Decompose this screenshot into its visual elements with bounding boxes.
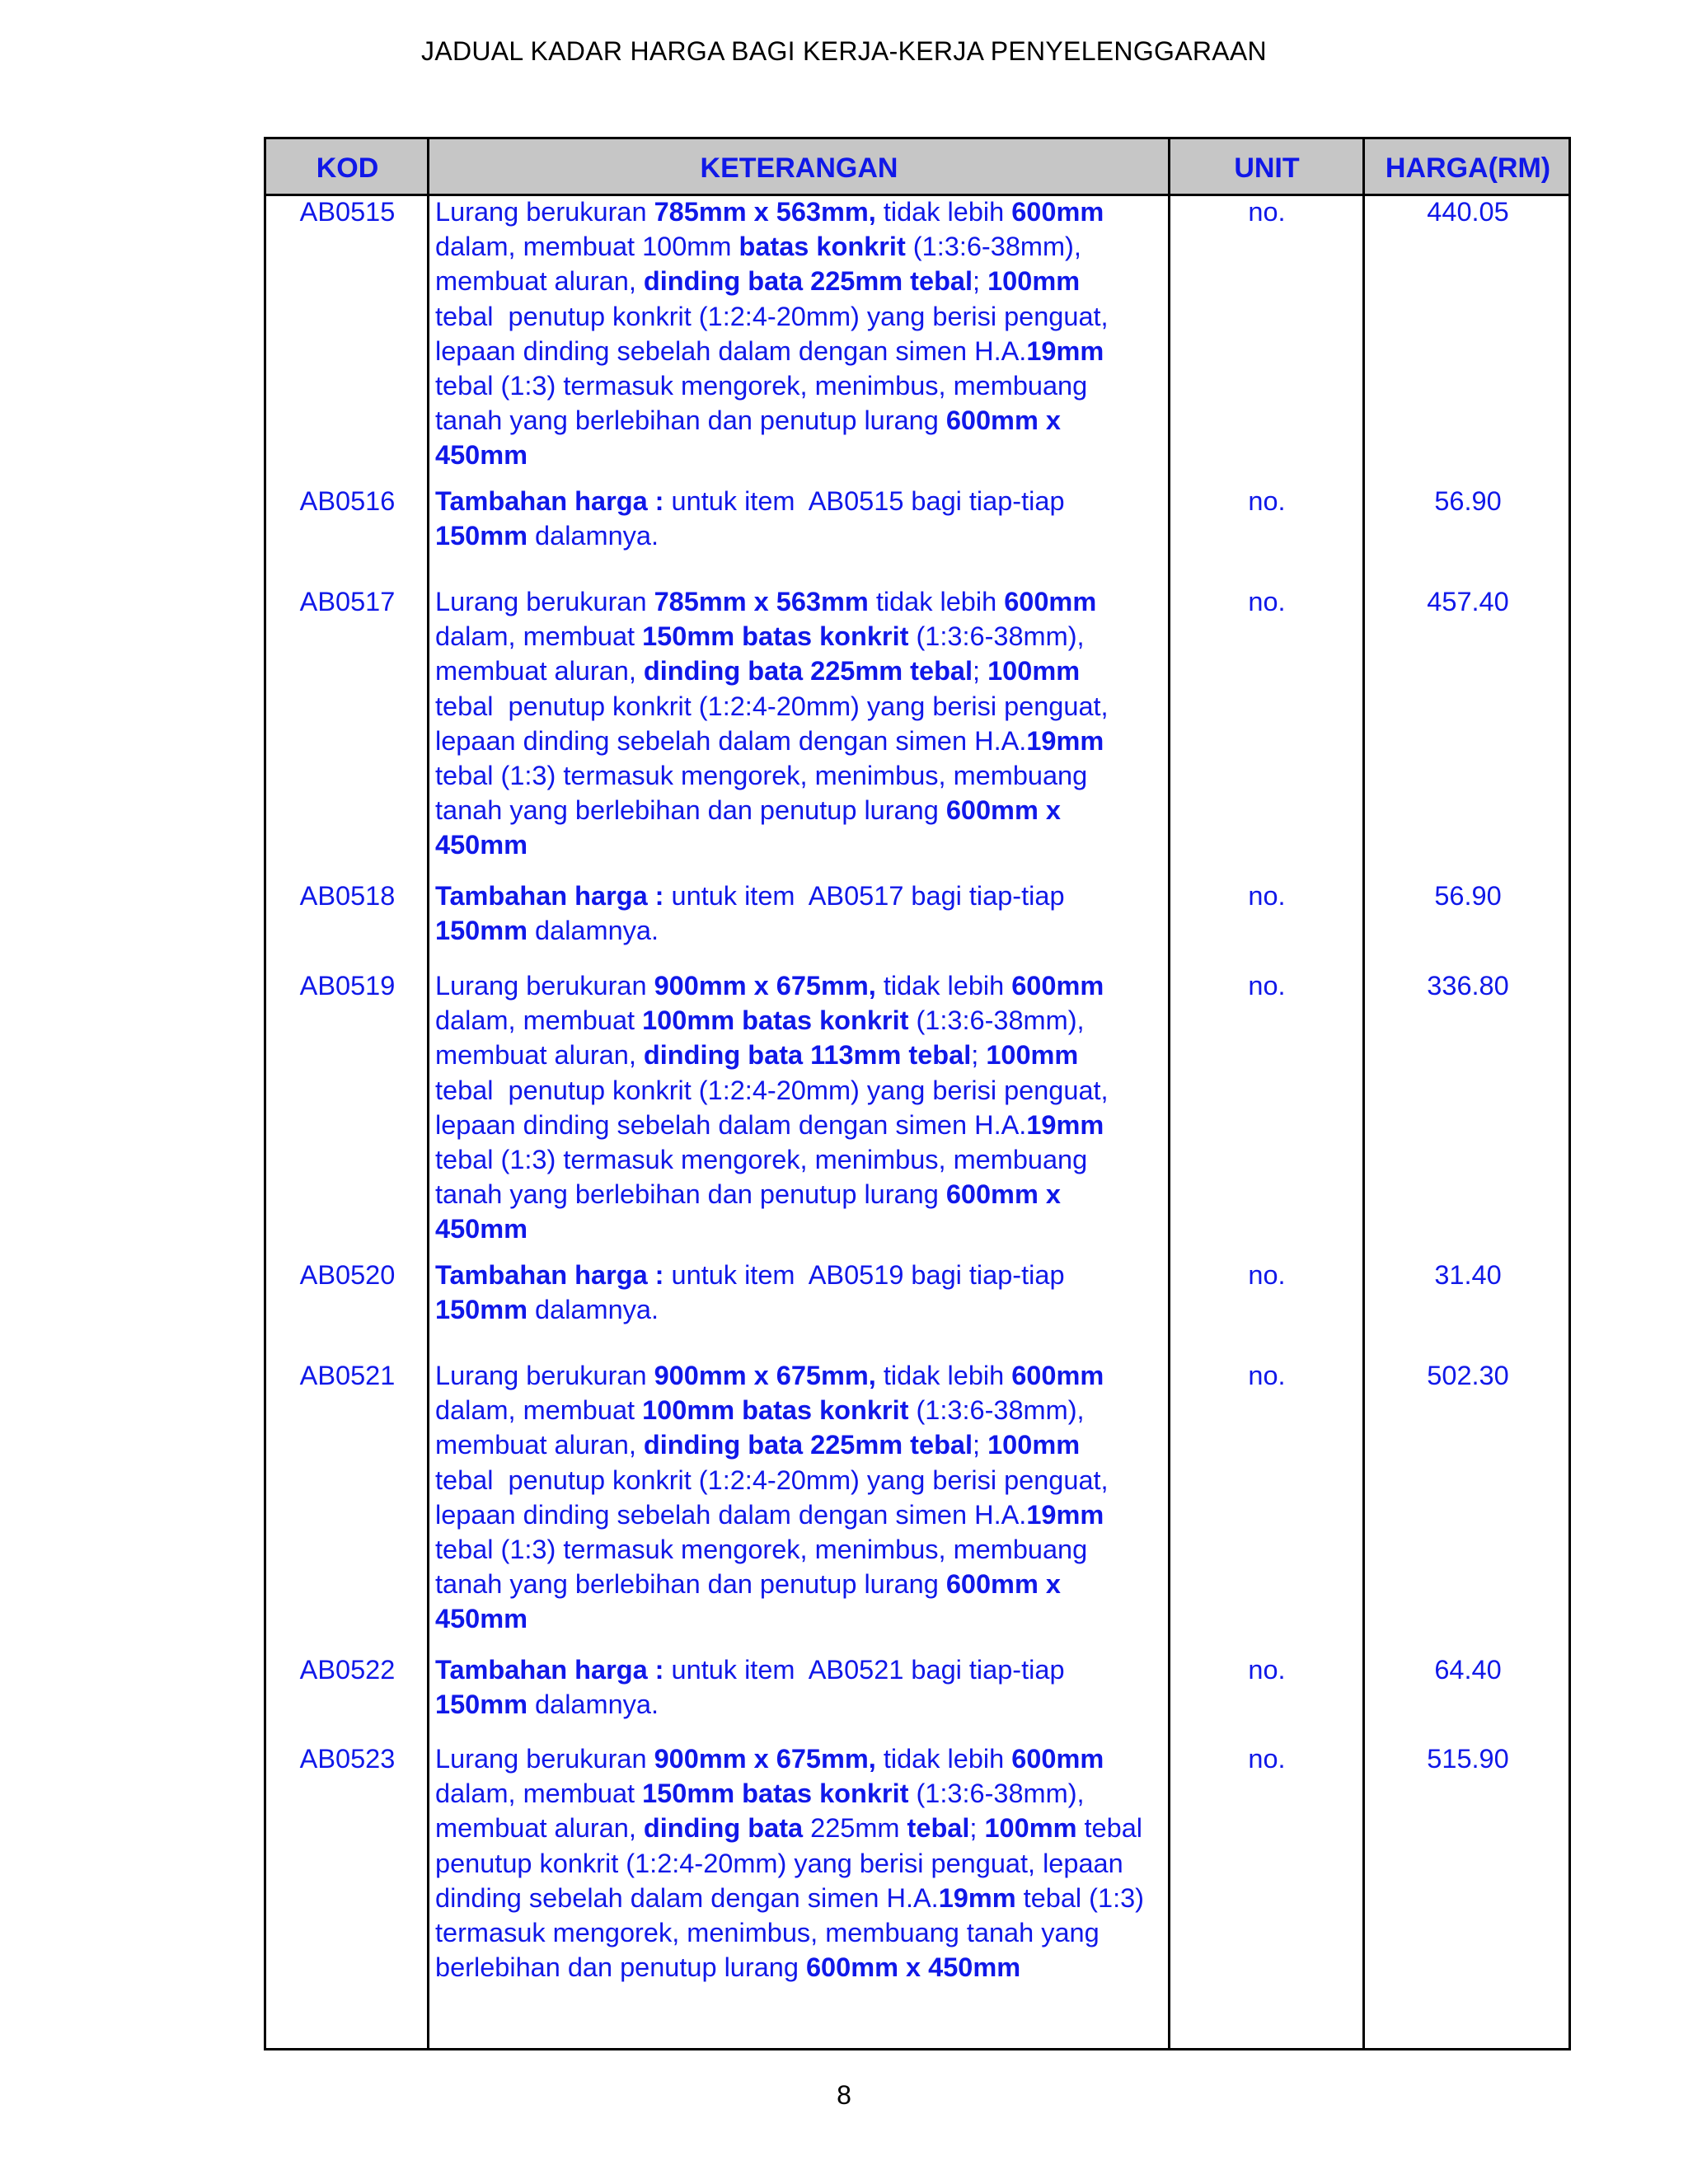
item-price: 440.05 [1427,197,1509,227]
text: dalam, membuat [435,1779,643,1809]
description-line [435,793,1169,827]
item-description [435,968,1169,1247]
description-line [435,1881,1169,1915]
description-line [435,584,1169,619]
bold-text: 19mm [1026,335,1104,366]
header-harga: HARGA(RM) [1385,152,1551,184]
bold-text: 100mm [987,266,1081,297]
description-line [435,1601,1169,1636]
header-kod: KOD [316,152,379,184]
item-code: AB0516 [299,486,396,516]
text: untuk item AB0521 bagi tiap-tiap [663,1655,1065,1685]
text: tidak lebih [875,1744,1012,1774]
text: ; [971,1040,987,1071]
text: tebal (1:3) termasuk mengorek, menimbus, membuang [435,761,1088,791]
item-code: AB0520 [299,1260,396,1290]
bold-text: 150mm [435,1690,528,1720]
text: Lurang berukuran [435,971,654,1001]
description-line [435,724,1169,758]
bold-text: dinding bata 225mm tebal [643,266,973,297]
header-keterangan: KETERANGAN [700,152,898,184]
text: tanah yang berlebihan dan penutup lurang [435,405,946,436]
item-code: AB0515 [299,197,396,227]
item-unit: no. [1248,197,1286,227]
header-unit: UNIT [1234,152,1300,184]
description-line [435,1258,1169,1292]
description-line [435,229,1169,264]
description-line [435,264,1169,298]
item-description [435,1652,1169,1722]
page-title: JADUAL KADAR HARGA BAGI KERJA-KERJA PENYELENGGARAAN [421,36,1267,66]
description-line [435,518,1169,553]
text: ; [973,266,988,297]
bold-text: Tambahan harga : [435,486,664,516]
text: tebal penutup konkrit (1:2:4-20mm) yang berisi penguat, [435,1465,1109,1495]
description-line [435,1393,1169,1427]
item-code: AB0518 [299,881,396,911]
description-line [435,758,1169,793]
description-line [435,913,1169,948]
bold-text: dinding bata 225mm tebal [643,1430,973,1460]
description-line [435,879,1169,913]
item-unit: no. [1248,587,1286,616]
description-line [435,1741,1169,1776]
text: tebal penutup konkrit (1:2:4-20mm) yang berisi penguat, [435,691,1109,721]
text: tebal (1:3) termasuk mengorek, menimbus, membuang [435,1535,1088,1565]
text: Lurang berukuran [435,1361,654,1390]
bold-text: 785mm x 563mm, [654,197,876,227]
bold-text: dinding bata [643,1813,804,1844]
item-code: AB0519 [299,971,396,1001]
text: tebal (1:3) termasuk mengorek, menimbus, membuang [435,1145,1088,1175]
bold-text: 600mm [1004,587,1097,616]
description-line [435,1073,1169,1108]
bold-text: dinding bata 113mm tebal [643,1040,972,1071]
bold-text: 600mm x [945,795,1061,826]
bold-text: 100mm batas konkrit [642,1005,909,1036]
description-line [435,368,1169,403]
description-line [435,299,1169,334]
bold-text: 900mm x 675mm, [654,1744,876,1774]
item-unit: no. [1248,881,1286,911]
price-table [264,137,1571,2050]
bold-text: 150mm batas konkrit [642,1779,909,1809]
description-line [435,1567,1169,1601]
description-line [435,1003,1169,1038]
item-unit: no. [1248,1655,1286,1685]
bold-text: batas konkrit [738,232,906,262]
text: 225mm [803,1813,907,1844]
text: lepaan dinding sebelah dalam dengan simen H.A. [435,1499,1027,1530]
text: dalamnya. [528,916,659,946]
description-line [435,827,1169,862]
text: tebal penutup konkrit (1:2:4-20mm) yang berisi penguat, [435,1075,1109,1105]
description-line [435,1497,1169,1532]
bold-text: 900mm x 675mm, [654,1361,876,1390]
item-unit: no. [1248,1361,1286,1390]
bold-text: 450mm [435,440,528,471]
bold-text: Tambahan harga : [435,1260,664,1290]
description-line [435,1532,1169,1567]
text: dalam, membuat [435,621,643,652]
description-line [435,1811,1169,1845]
description-line [435,484,1169,518]
text: tebal (1:3) [1015,1882,1144,1913]
text: dalamnya. [528,1295,659,1325]
bold-text: 600mm [1011,971,1104,1001]
bold-text: 100mm [987,1430,1081,1460]
text: ; [969,1813,985,1844]
description-line [435,1950,1169,1985]
item-description [435,484,1169,553]
description-line [435,194,1169,229]
text: dalam, membuat [435,1005,643,1036]
text: untuk item AB0517 bagi tiap-tiap [663,881,1065,911]
text: dalam, membuat [435,1395,643,1426]
text: berlebihan dan penutup lurang [435,1952,806,1983]
bold-text: 19mm [1026,725,1104,756]
bold-text: 900mm x 675mm, [654,971,876,1001]
bold-text: 150mm [435,1295,528,1325]
item-description [435,879,1169,948]
bold-text: 19mm [938,1882,1016,1913]
text: ; [973,1430,988,1460]
description-line [435,1142,1169,1177]
item-unit: no. [1248,971,1286,1001]
bold-text: 19mm [1026,1109,1104,1140]
description-line [435,1177,1169,1212]
item-price: 56.90 [1434,881,1502,911]
item-unit: no. [1248,1744,1286,1774]
text: (1:3:6-38mm), [908,1395,1085,1426]
description-line [435,1463,1169,1497]
bold-text: 600mm [1011,197,1104,227]
text: Lurang berukuran [435,197,654,227]
text: dalamnya. [528,521,659,551]
item-unit: no. [1248,1260,1286,1290]
text: membuat aluran, [435,656,644,687]
text: membuat aluran, [435,1430,644,1460]
description-line [435,968,1169,1003]
item-price: 31.40 [1434,1260,1502,1290]
bold-text: 150mm [435,916,528,946]
bold-text: Tambahan harga : [435,1655,664,1685]
item-description [435,1741,1169,1985]
item-code: AB0521 [299,1361,396,1390]
text: tebal (1:3) termasuk mengorek, menimbus, membuang [435,371,1088,401]
bold-text: 150mm batas konkrit [642,621,909,652]
description-line [435,1652,1169,1687]
text: untuk item AB0515 bagi tiap-tiap [663,486,1065,516]
description-line [435,1846,1169,1881]
bold-text: 785mm x 563mm [654,587,869,616]
item-price: 56.90 [1434,486,1502,516]
bold-text: 600mm x [945,1179,1061,1210]
text: tebal penutup konkrit (1:2:4-20mm) yang berisi penguat, [435,301,1109,331]
bold-text: 600mm x [945,405,1061,436]
text: tidak lebih [875,971,1012,1001]
text: lepaan dinding sebelah dalam dengan simen H.A. [435,725,1027,756]
description-line [435,1776,1169,1811]
text: (1:3:6-38mm), [908,621,1085,652]
text: membuat aluran, [435,1040,644,1071]
bold-text: 100mm [986,1040,1079,1071]
item-price: 457.40 [1427,587,1509,616]
text: dalamnya. [528,1690,659,1720]
item-description [435,194,1169,473]
text: lepaan dinding sebelah dalam dengan simen H.A. [435,335,1027,366]
description-line [435,334,1169,368]
item-price: 64.40 [1434,1655,1502,1685]
description-line [435,438,1169,472]
bold-text: 600mm x 450mm [805,1952,1021,1983]
text: tidak lebih [875,197,1012,227]
text: tanah yang berlebihan dan penutup lurang [435,1179,946,1210]
description-line [435,1292,1169,1327]
bold-text: 450mm [435,1604,528,1634]
bold-text: 450mm [435,830,528,860]
description-line [435,1038,1169,1072]
text: ; [973,656,988,687]
item-price: 515.90 [1427,1744,1509,1774]
text: Lurang berukuran [435,1744,654,1774]
text: tidak lebih [875,1361,1012,1390]
bold-text: 450mm [435,1214,528,1244]
text: tidak lebih [868,587,1005,616]
description-line [435,403,1169,438]
bold-text: 600mm [1011,1361,1104,1390]
item-description [435,584,1169,863]
text: (1:3:6-38mm), [908,1779,1085,1809]
text: termasuk mengorek, menimbus, membuang tanah yang [435,1918,1100,1948]
bold-text: tebal [907,1813,970,1844]
bold-text: 600mm [1011,1744,1104,1774]
description-line [435,1687,1169,1722]
description-line [435,1915,1169,1950]
item-code: AB0523 [299,1744,396,1774]
bold-text: dinding bata 225mm tebal [643,656,973,687]
text: penutup konkrit (1:2:4-20mm) yang berisi penguat, lepaan [435,1848,1123,1878]
bold-text: 19mm [1026,1499,1104,1530]
text: tanah yang berlebihan dan penutup lurang [435,1569,946,1600]
description-line [435,654,1169,688]
description-line [435,689,1169,724]
item-code: AB0522 [299,1655,396,1685]
item-description [435,1258,1169,1327]
description-line [435,1212,1169,1246]
text: tebal [1076,1813,1143,1844]
item-description [435,1358,1169,1637]
bold-text: 150mm [435,521,528,551]
page-number: 8 [837,2080,851,2110]
text: lepaan dinding sebelah dalam dengan simen H.A. [435,1109,1027,1140]
bold-text: Tambahan harga : [435,881,664,911]
bold-text: 600mm x [945,1569,1061,1600]
description-line [435,1108,1169,1142]
item-unit: no. [1248,486,1286,516]
bold-text: 100mm [987,656,1081,687]
item-code: AB0517 [299,587,396,616]
bold-text: 100mm batas konkrit [642,1395,909,1426]
item-price: 336.80 [1427,971,1509,1001]
item-price: 502.30 [1427,1361,1509,1390]
description-line [435,619,1169,654]
text: (1:3:6-38mm), [905,232,1081,262]
text: Lurang berukuran [435,587,654,616]
text: dinding sebelah dalam dengan simen H.A. [435,1882,939,1913]
text: membuat aluran, [435,1813,644,1844]
bold-text: 100mm [984,1813,1077,1844]
text: (1:3:6-38mm), [908,1005,1085,1036]
text: untuk item AB0519 bagi tiap-tiap [663,1260,1065,1290]
description-line [435,1427,1169,1462]
text: dalam, membuat 100mm [435,232,739,262]
text: membuat aluran, [435,266,644,297]
text: tanah yang berlebihan dan penutup lurang [435,795,946,826]
description-line [435,1358,1169,1393]
